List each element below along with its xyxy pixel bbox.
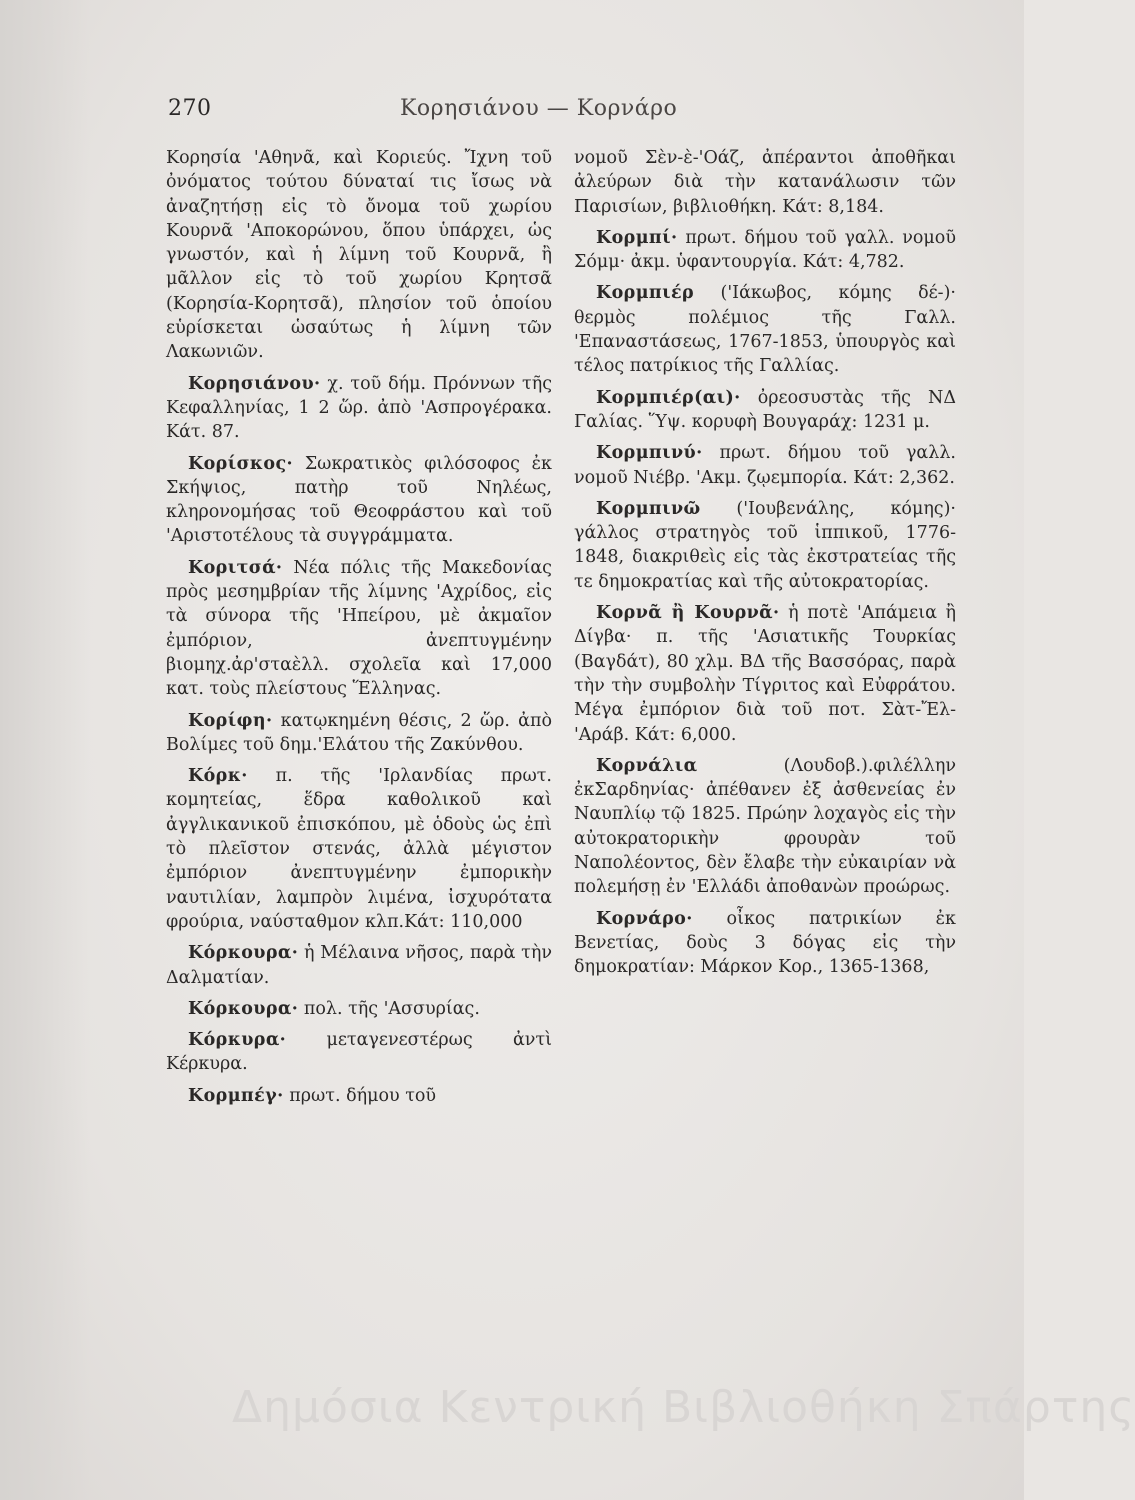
- entry-headword: Κορμπινύ·: [596, 443, 703, 464]
- dictionary-entry: [166, 941, 552, 990]
- entry-text: πολ. τῆς 'Ασσυρίας.: [303, 998, 480, 1019]
- dictionary-entry: [574, 386, 956, 435]
- dictionary-entry: [574, 226, 956, 275]
- entry-text: μεταγενεστέρως ἀντὶ Κέρκυρα.: [166, 1030, 552, 1075]
- entry-headword: Κόρκ·: [188, 766, 248, 787]
- dictionary-entry: [574, 601, 956, 747]
- entry-headword: Κορησιάνου·: [188, 373, 321, 394]
- dictionary-entry: [166, 556, 552, 702]
- dictionary-entry: [166, 146, 552, 365]
- entry-headword: Κορμπινῶ: [596, 498, 701, 519]
- dictionary-entry: [574, 497, 956, 594]
- entry-headword: Κορμπιέρ(αι)·: [596, 387, 741, 408]
- dictionary-entry: [574, 907, 956, 980]
- entry-text: ἡ ποτὲ 'Απάμεια ἢ Δίγβα· π. τῆς 'Ασιατικῆς Τουρκίας (Βαγδάτ), 80 χλμ. ΒΔ τῆς Βασσόρας, παρὰ τὴν τὴν συμβολὴν Τίγριτος καὶ Εὐφράτου. Μέγα ἐμπόριον διὰ τοῦ ποτ. Σὰτ-Ἔλ-'Αράβ. Κάτ: 6,000.: [574, 603, 956, 745]
- right-column: [574, 146, 956, 987]
- page-number: 270: [168, 96, 212, 121]
- entry-headword: Κόρκουρα·: [188, 943, 299, 964]
- entry-text: (Λουδοβ.).φιλέλλην ἐκΣαρδηνίας· ἀπέθανεν ἐξ ἀσθενείας ἐν Ναυπλίῳ τῷ 1825. Πρώην λοχαγὸς εἰς τὴν αὐτοκρατορικὴν φρουρὰν τοῦ Ναπολέοντος, δὲν ἔλαβε τὴν εὐκαιρίαν νὰ πολεμήσῃ ἐν 'Ελλάδι ἀποθανὼν προώρως.: [574, 755, 956, 898]
- entry-text: Κορησία 'Αθηνᾶ, καὶ Κοριεύς. Ἴχνη τοῦ ὀνόματος τούτου δύναταί τις ἴσως νὰ ἀναζητήσῃ εἰς τὸ ὄνομα τοῦ χωρίου Κουρνᾶ 'Αποκορώνου, ὅπου ὑπάρχει, ὡς γνωστόν, καὶ ἡ λίμνη τοῦ Κουρνᾶ, ἢ μᾶλλον εἰς τὸ τοῦ χωρίου Κρητσᾶ (Κορησία-Κορητσᾶ), πλησίον τοῦ ὁποίου εὑρίσκεται ὡσαύτως ἡ λίμνη τῶν Λακωνιῶν.: [166, 148, 552, 363]
- entry-text: Νέα πόλις τῆς Μακεδονίας πρὸς μεσημβρίαν τῆς λίμνης 'Αχρίδος, εἰς τὰ σύνορα τῆς 'Ηπείρου, μὲ ἀκμαῖον ἐμπόριον, ἀνεπτυγμένην βιομηχ.ἀρ'σταὲλλ. σχολεῖα καὶ 17,000 κατ. τοὺς πλείστους Ἕλληνας.: [166, 557, 552, 700]
- dictionary-entry: [166, 372, 552, 445]
- entry-text: ἡ Μέλαινα νῆσος, παρὰ τὴν Δαλματίαν.: [166, 943, 552, 988]
- page-gutter-shadow: [0, 0, 90, 1500]
- dictionary-entry: [166, 1084, 552, 1108]
- dictionary-entry: [574, 441, 956, 490]
- entry-text: οἶκος πατρικίων ἐκ Βενετίας, δοὺς 3 δόγας εἰς τὴν δημοκρατίαν: Μάρκον Κορ., 1365-1368,: [574, 908, 956, 978]
- entry-headword: Κόρκυρα·: [188, 1030, 287, 1051]
- entry-headword: Κοριτσά·: [188, 557, 283, 578]
- entry-headword: Κορμπιέρ: [596, 283, 695, 304]
- dictionary-entry: [166, 1028, 552, 1077]
- dictionary-entry: [166, 709, 552, 758]
- entry-text: π. τῆς 'Ιρλανδίας πρωτ. κομητείας, ἕδρα καθολικοῦ καὶ ἀγγλικανικοῦ ἐπισκόπου, μὲ ὁδοὺς ὡς ἐπὶ τὸ πλεῖστον στενάς, ἀλλὰ μέγιστον ἐμπόριον ἀνεπτυγμένην ἐμπορικὴν ναυτιλίαν, λαμπρὸν λιμένα, ἰσχυρότατα φρούρια, ναύσταθμον κλπ.Κάτ: 110,000: [166, 766, 552, 932]
- entry-headword: Κορμπί·: [596, 227, 678, 248]
- entry-text: κατῳκημένη θέσις, 2 ὥρ. ἀπὸ Βολίμες τοῦ δημ.'Ελάτου τῆς Ζακύνθου.: [166, 710, 552, 755]
- entry-text: νομοῦ Σὲν-ὲ-'Οάζ, ἀπέραντοι ἀποθῆκαι ἀλεύρων διὰ τὴν κατανάλωσιν τῶν Παρισίων, βιβλιοθήκη. Κάτ: 8,184.: [574, 148, 956, 217]
- entry-headword: Κόρκουρα·: [188, 998, 299, 1019]
- dictionary-entry: [166, 997, 552, 1021]
- entry-headword: Κορνάλια: [596, 755, 698, 776]
- entry-text: ('Ιουβενάλης, κόμης)· γάλλος στρατηγὸς τοῦ ἱππικοῦ, 1776-1848, διακριθεὶς εἰς τὰς ἐκστρατείας τῆς τε δημοκρατίας καὶ τῆς αὐτοκρατορίας.: [574, 498, 956, 592]
- entry-text: πρωτ. δήμου τοῦ γαλλ. νομοῦ Νιέβρ. 'Ακμ. ζῳεμπορία. Κάτ: 2,362.: [574, 443, 956, 488]
- entry-text: Σωκρατικὸς φιλόσοφος ἐκ Σκήψιος, πατὴρ τοῦ Νηλέως, κληρονομήσας τοῦ Θεοφράστου καὶ τοῦ 'Αριστοτέλους τὰ συγγράμματα.: [166, 453, 552, 547]
- page-header: [168, 96, 728, 126]
- entry-text: χ. τοῦ δήμ. Πρόννων τῆς Κεφαλληνίας, 1 2 ὥρ. ἀπὸ 'Ασπρογέρακα. Κάτ. 87.: [166, 373, 552, 443]
- entry-headword: Κορίφη·: [188, 710, 273, 731]
- library-watermark: Δημόσια Κεντρική Βιβλιοθήκη Σπάρτης: [232, 1382, 1135, 1433]
- entry-headword: Κορμπέγ·: [188, 1085, 284, 1106]
- entry-headword: Κορνᾶ ἢ Κουρνᾶ·: [596, 603, 780, 624]
- entry-text: πρωτ. δήμου τοῦ: [289, 1085, 437, 1106]
- running-title: Κορησιάνου — Κορνάρο: [400, 96, 678, 121]
- dictionary-entry: [166, 452, 552, 549]
- entry-text: ('Ιάκωβος, κόμης δέ-)· θερμὸς πολέμιος τῆς Γαλλ. 'Επαναστάσεως, 1767-1853, ὑπουργὸς καὶ τέλος πατρίκιος τῆς Γαλλίας.: [574, 283, 956, 377]
- dictionary-entry: [574, 281, 956, 378]
- left-column: [166, 146, 552, 1115]
- entry-headword: Κορίσκος·: [188, 453, 294, 474]
- entry-text: πρωτ. δήμου τοῦ γαλλ. νομοῦ Σόμμ· ἀκμ. ὑφαντουργία. Κάτ: 4,782.: [574, 227, 956, 273]
- dictionary-entry: [574, 146, 956, 219]
- dictionary-entry: [574, 754, 956, 900]
- dictionary-entry: [166, 764, 552, 934]
- entry-headword: Κορνάρο·: [596, 908, 693, 929]
- entry-text: ὀρεοσυστὰς τῆς ΝΔ Γαλίας. Ὕψ. κορυφὴ Βουγαράχ: 1231 μ.: [574, 387, 956, 432]
